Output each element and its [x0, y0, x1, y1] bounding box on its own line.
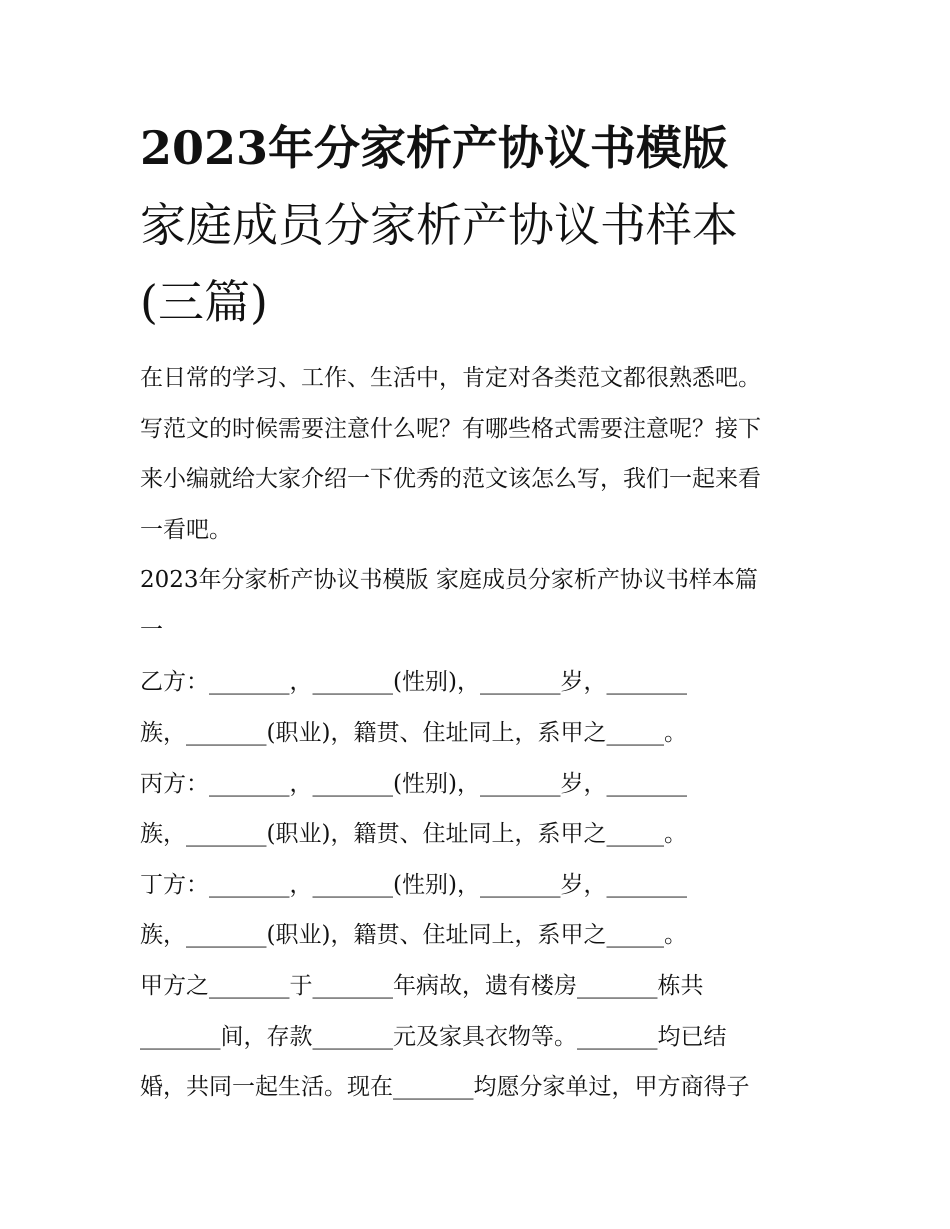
intro-line: 一看吧。	[140, 517, 232, 543]
document-title-line-1: 2023年分家析产协议书模版	[140, 121, 729, 175]
section-heading-line: 2023年分家析产协议书模版 家庭成员分家析产协议书样本篇	[140, 567, 758, 593]
body-line: _______间，存款_______元及家具衣物等。_______均已结	[140, 1024, 727, 1050]
body-line: 乙方：_______，_______(性别)，_______岁，_______	[140, 669, 687, 695]
body-line: 族，_______(职业)，籍贯、住址同上，系甲之_____。	[140, 922, 687, 948]
body-line: 族，_______(职业)，籍贯、住址同上，系甲之_____。	[140, 821, 687, 847]
body-line: 丁方：_______，_______(性别)，_______岁，_______	[140, 872, 687, 898]
document-title-line-2: 家庭成员分家析产协议书样本	[140, 198, 738, 252]
intro-line: 来小编就给大家介绍一下优秀的范文该怎么写，我们一起来看	[140, 466, 761, 492]
document-title-line-3: (三篇)	[140, 275, 268, 329]
intro-line: 写范文的时候需要注意什么呢？有哪些格式需要注意呢？接下	[140, 416, 761, 442]
section-heading-line: 一	[140, 617, 163, 643]
body-line: 甲方之_______于_______年病故，遗有楼房_______栋共	[140, 973, 704, 999]
body-line: 婚，共同一起生活。现在_______均愿分家单过，甲方商得子	[140, 1074, 750, 1100]
body-line: 族，_______(职业)，籍贯、住址同上，系甲之_____。	[140, 720, 687, 746]
body-line: 丙方：_______，_______(性别)，_______岁，_______	[140, 771, 687, 797]
intro-line: 在日常的学习、工作、生活中，肯定对各类范文都很熟悉吧。	[140, 365, 761, 391]
